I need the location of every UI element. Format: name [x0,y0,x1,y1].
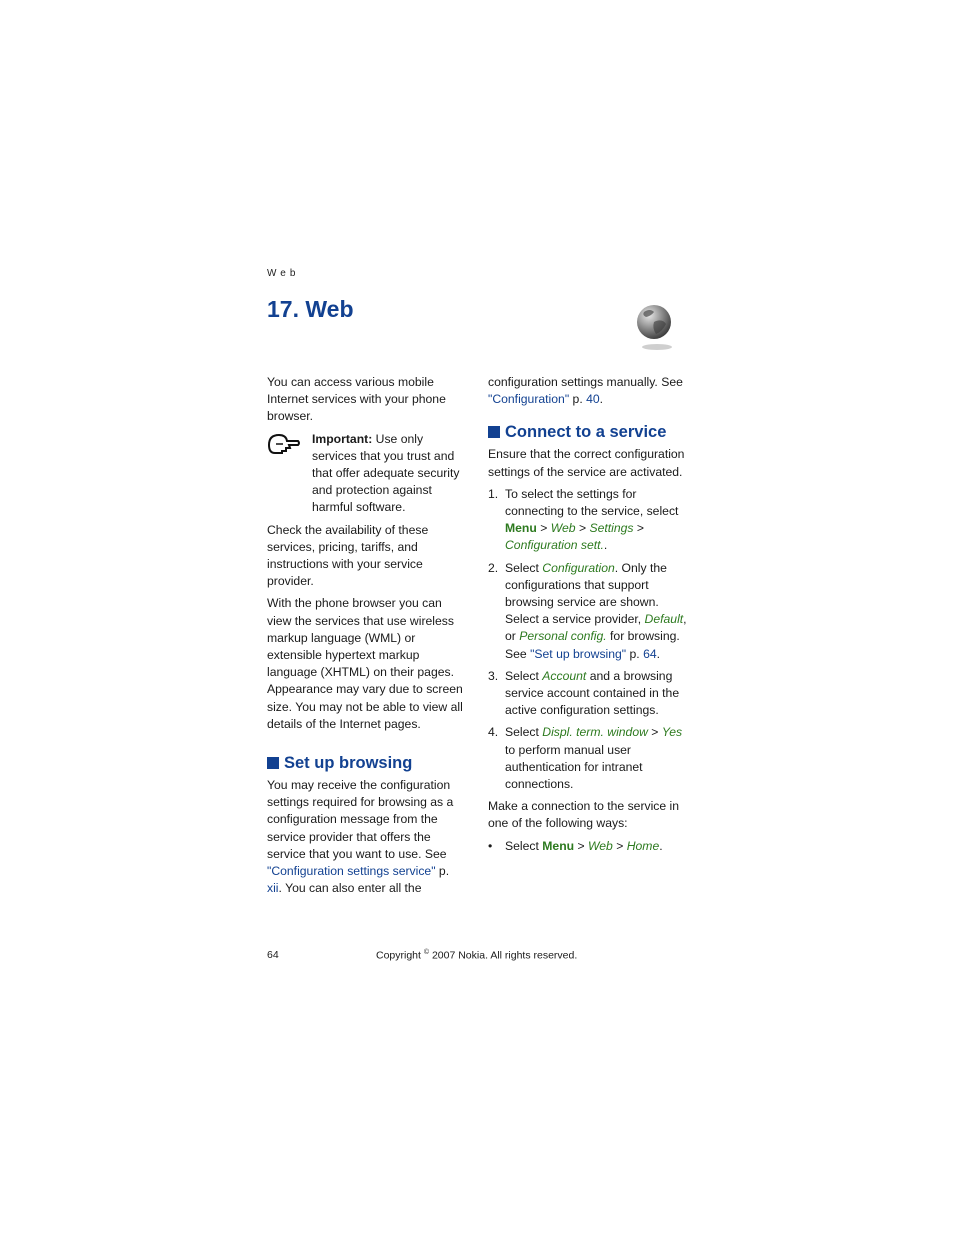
continued-end: . [599,392,604,407]
bullet-text: Select [505,838,543,853]
separator: > [574,838,588,853]
setup-browsing-heading [267,753,467,773]
step-end: . [656,646,661,661]
steps-list [488,486,688,793]
continued-page-prefix: p. [569,392,587,407]
page-xii-link[interactable]: xii [267,881,279,896]
setup-browsing-title: Set up browsing [284,754,413,773]
connect-service-heading [488,422,688,442]
setup-text: You may receive the configuration settings required for browsing as a configuration message from the service provider that offers the service that you want to use. See [267,778,454,861]
browser-paragraph: With the phone browser you can view the services that use wireless markup language (WML) or extensible hypertext markup language (XHTML) on their pages. Appearance may vary due to screen size. You may not be able to view all details of the Internet pages. [267,596,463,731]
right-column [488,374,688,855]
menu-label: Menu [505,521,537,536]
step-4 [488,724,688,793]
separator: > [612,838,627,853]
running-head: Web [267,268,300,279]
intro-paragraph: You can access various mobile Internet services with your phone browser. [267,375,446,424]
bullet-item [488,838,688,855]
bullet-end: . [659,838,663,853]
bullet-mark: • [488,838,493,853]
step-number: 3. [488,668,499,683]
step-3 [488,668,688,720]
step-number: 2. [488,560,499,575]
page-40-link[interactable]: 40 [586,392,600,407]
yes-label: Yes [661,725,683,740]
setup-text-page-prefix: p. [435,864,450,879]
page-number: 64 [267,949,279,961]
globe-icon [632,300,678,352]
settings-label: Settings [589,521,634,536]
step-text: for browsing. See [505,629,680,661]
page-64-link[interactable]: 64 [643,646,657,661]
separator: > [633,521,645,536]
step-text: Select [505,725,543,740]
step-text: Select [505,560,543,575]
configuration-link[interactable]: "Configuration" [488,392,570,407]
left-column [267,374,467,902]
configuration-label: Configuration [542,560,615,575]
availability-paragraph: Check the availability of these services, pricing, tariffs, and instructions with your service provider. [267,522,429,589]
step-text: and a browsing service account contained in the active configuration settings. [505,668,680,718]
step-text: Select [505,668,543,683]
copyright-text-rest: 2007 Nokia. All rights reserved. [429,949,578,962]
connect-intro: Ensure that the correct configuration settings of the service are activated. [488,447,685,479]
separator: > [536,521,551,536]
step-2 [488,560,688,663]
web-label: Web [550,521,576,536]
important-text: Use only services that you trust and that offer adequate security and protection against harmful software. [312,431,460,515]
separator: > [647,725,662,740]
step-text: p. [626,646,644,661]
connection-ways-paragraph: Make a connection to the service in one of the following ways: [488,799,680,831]
step-text: To select the settings for connecting to the service, select [505,486,679,519]
step-text: to perform manual user authentication for intranet connections. [505,742,643,792]
configuration-settings-service-link[interactable]: "Configuration settings service" [267,864,436,879]
menu-label: Menu [542,838,575,853]
separator: > [575,521,590,536]
important-note [267,431,467,517]
default-label: Default [644,612,684,627]
continued-text: configuration settings manually. See [488,375,683,389]
copyright-notice [376,949,577,962]
step-number: 1. [488,486,499,501]
setup-browsing-paragraph [267,777,467,897]
step-text: . Only the configurations that support browsing service are shown. Select a service provider, [505,560,667,627]
configuration-sett-label: Configuration sett. [505,538,604,553]
bullet-list [488,838,688,855]
personal-config-label: Personal config. [519,629,607,644]
continued-paragraph [488,374,688,408]
displ-term-window-label: Displ. term. window [542,725,648,740]
setup-text-end: . You can also enter all the [278,881,422,896]
pointing-hand-icon [267,431,301,457]
important-label: Important: [312,431,373,446]
copyright-symbol: © [423,949,430,956]
home-label: Home [626,838,660,853]
step-1 [488,486,688,555]
step-end: . [603,538,608,553]
account-label: Account [542,668,587,683]
step-number: 4. [488,725,499,740]
section-square-icon [488,426,500,438]
set-up-browsing-link[interactable]: "Set up browsing" [530,646,627,661]
chapter-title: 17. Web [267,296,354,322]
web-label: Web [587,838,613,853]
step-text: , or [505,612,687,644]
copyright-text: Copyright [376,949,424,962]
section-square-icon [267,757,279,769]
connect-service-title: Connect to a service [505,423,667,442]
